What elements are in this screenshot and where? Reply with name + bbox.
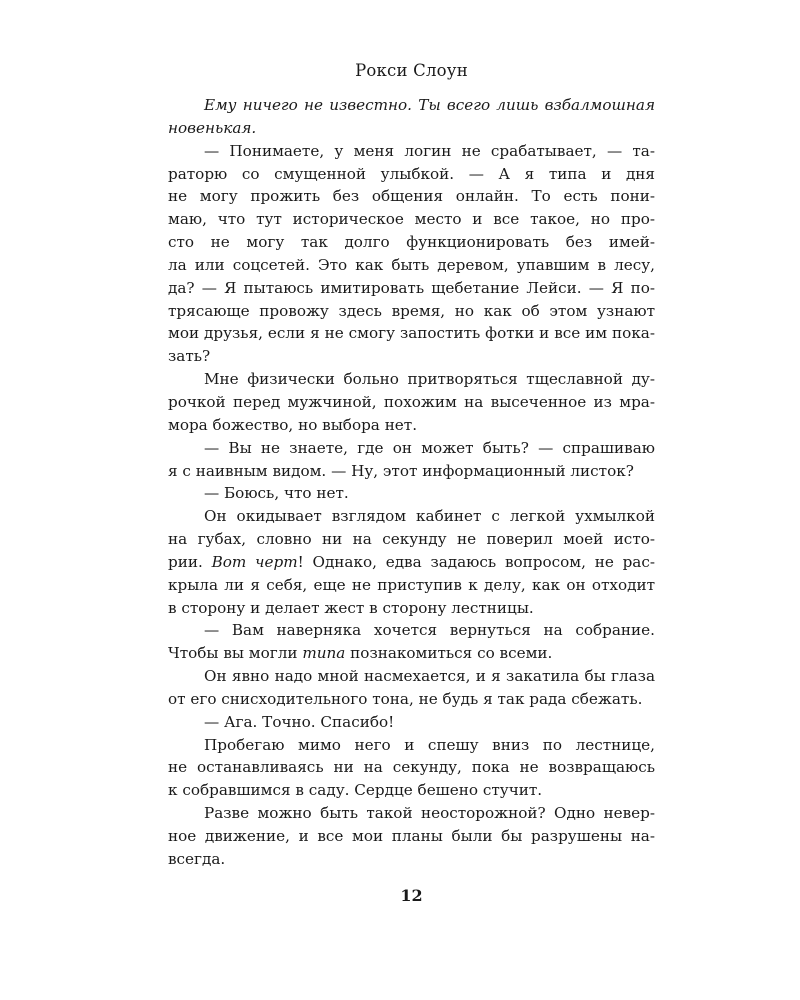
text-segment: от его снисходительного тона, не будь я так рада сбежать.: [168, 689, 643, 708]
text-segment: Мне физически больно притворяться тщеславной ду-: [204, 370, 655, 389]
text-line: [168, 619, 655, 642]
text-line: [168, 665, 655, 688]
text-line: [168, 437, 655, 460]
text-line: [168, 254, 655, 277]
text-segment: крыла ли я себя, еще не приступив к делу, как он отходит: [168, 575, 655, 594]
text-segment: ! Однако, едва задаюсь вопросом, не рас-: [297, 552, 656, 571]
text-segment: я с наивным видом. — Ну, этот информационный листок?: [168, 461, 634, 480]
text-segment: раторю со смущенной улыбкой. — А я типа и дня: [168, 164, 655, 183]
italic-text: Ему ничего не известно. Ты всего лишь взбалмошная: [204, 96, 655, 114]
text-line: [168, 802, 655, 825]
text-segment: Разве можно быть такой неосторожной? Одно невер-: [204, 804, 655, 823]
text-line: [168, 597, 655, 620]
text-segment: — Вам наверняка хочется вернуться на собрание.: [204, 621, 655, 640]
text-line: [168, 756, 655, 779]
text-segment: — Ага. Точно. Спасибо!: [204, 712, 395, 731]
text-line: [168, 231, 655, 254]
text-line: [168, 642, 655, 665]
text-line: [168, 322, 655, 345]
text-segment: да? — Я пытаюсь имитировать щебетание Лейси. — Я по-: [168, 278, 655, 297]
text-segment: Пробегаю мимо него и спешу вниз по лестнице,: [204, 735, 655, 754]
text-line: [168, 117, 655, 140]
running-head-author: Рокси Слоун: [355, 61, 468, 80]
text-line: [168, 391, 655, 414]
text-segment: — Вы не знаете, где он может быть? — спрашиваю: [204, 438, 655, 457]
text-segment: мора божество, но выбора нет.: [168, 415, 418, 434]
text-segment: в сторону и делает жест в сторону лестницы.: [168, 598, 534, 617]
text-segment: — Боюсь, что нет.: [204, 484, 349, 503]
text-line: [168, 140, 655, 163]
text-segment: мои друзья, если я не смогу запостить фотки и все им пока-: [168, 324, 655, 343]
text-segment: рии.: [168, 552, 212, 571]
text-segment: на губах, словно ни на секунду не поверил моей исто-: [168, 530, 655, 549]
text-segment: Чтобы вы могли: [168, 644, 303, 663]
text-line: [168, 208, 655, 231]
text-line: [168, 779, 655, 802]
text-segment: Он явно надо мной насмехается, и я закатила бы глаза: [204, 667, 655, 686]
text-line: [168, 185, 655, 208]
book-page: [168, 0, 655, 1000]
text-line: [168, 300, 655, 323]
text-segment: всегда.: [168, 849, 226, 868]
italic-text: Вот черт: [211, 552, 298, 571]
text-line: [168, 711, 655, 734]
text-line: [168, 574, 655, 597]
text-segment: к собравшимся в саду. Сердце бешено стучит.: [168, 781, 543, 800]
text-segment: не могу прожить без общения онлайн. То есть пони-: [168, 187, 655, 206]
text-line: [168, 825, 655, 848]
text-line: [168, 848, 655, 871]
text-line: [168, 163, 655, 186]
text-line: [168, 277, 655, 300]
text-line: [168, 414, 655, 437]
text-segment: познакомиться со всеми.: [345, 644, 553, 663]
text-line: [168, 460, 655, 483]
italic-text: новенькая.: [168, 118, 257, 137]
text-line: [168, 688, 655, 711]
text-segment: маю, что тут историческое место и все такое, но про-: [168, 210, 655, 229]
body-text: [168, 94, 655, 871]
text-line: [168, 551, 655, 574]
text-segment: трясающе провожу здесь время, но как об этом узнают: [168, 301, 655, 320]
text-line: [168, 505, 655, 528]
text-segment: не останавливаясь ни на секунду, пока не возвращаюсь: [168, 758, 655, 777]
text-line: [168, 734, 655, 757]
text-line: [168, 482, 655, 505]
text-segment: ла или соцсетей. Это как быть деревом, упавшим в лесу,: [168, 255, 655, 274]
italic-text: типа: [302, 644, 346, 663]
text-segment: Он окидывает взглядом кабинет с легкой ухмылкой: [204, 507, 655, 526]
text-line: [168, 368, 655, 391]
text-line: [168, 345, 655, 368]
text-segment: рочкой перед мужчиной, похожим на высеченное из мра-: [168, 392, 655, 411]
text-line: [168, 528, 655, 551]
text-segment: зать?: [168, 347, 211, 366]
page-number: 12: [400, 886, 423, 905]
text-line: [168, 94, 655, 117]
text-segment: сто не могу так долго функционировать без имей-: [168, 233, 655, 252]
text-segment: ное движение, и все мои планы были бы разрушены на-: [168, 827, 655, 845]
text-segment: — Понимаете, у меня логин не срабатывает, — та-: [204, 141, 655, 160]
